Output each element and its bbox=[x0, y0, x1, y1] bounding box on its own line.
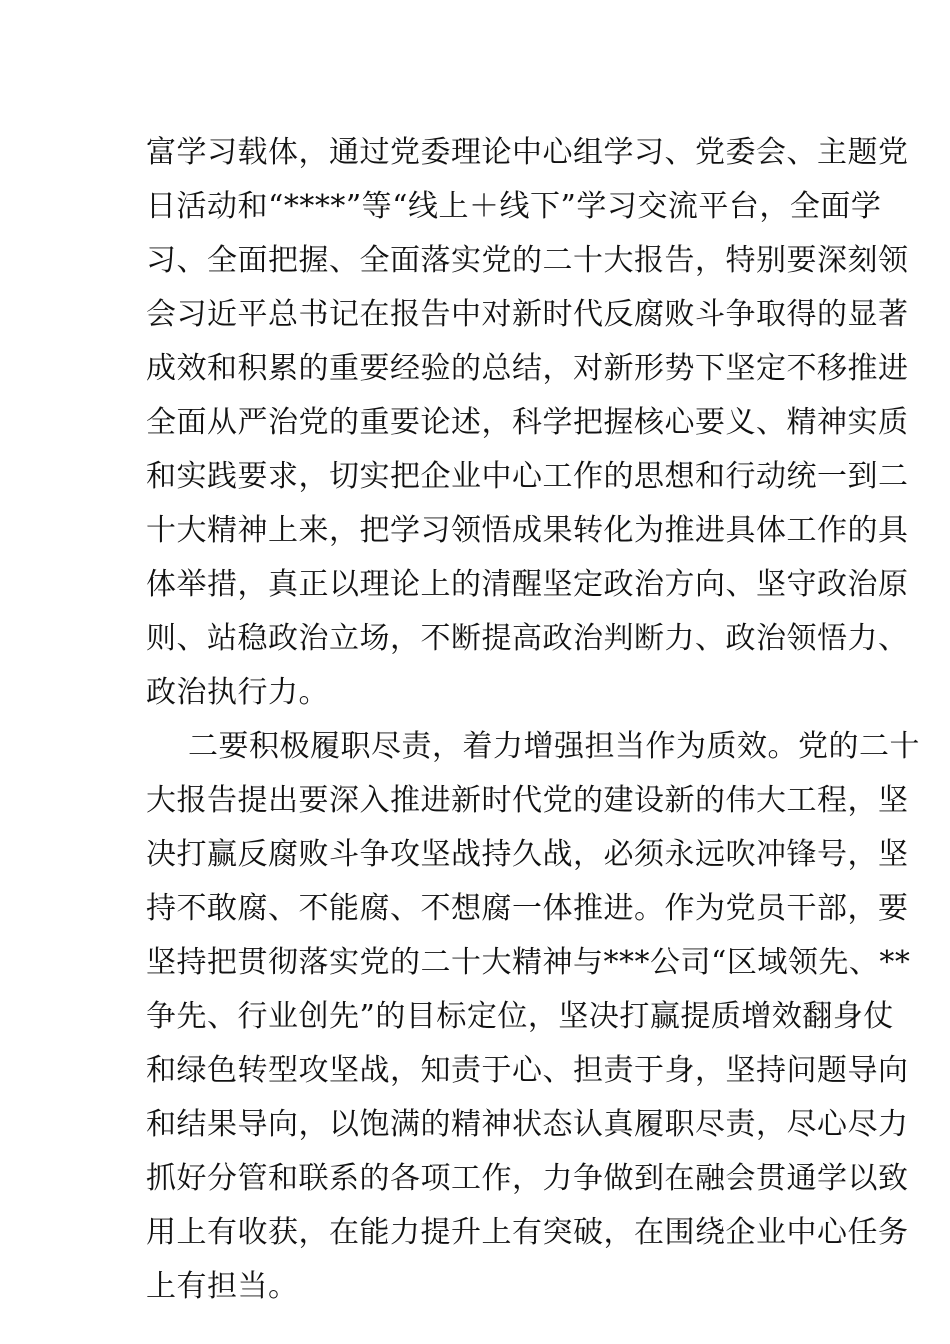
text-line: 上有担当。 bbox=[146, 1269, 299, 1304]
text-line-indented: 二要积极履职尽责，着力增强担当作为质效。党的二十 bbox=[188, 729, 920, 764]
text-line: 政治执行力。 bbox=[146, 675, 329, 710]
text-line: 会习近平总书记在报告中对新时代反腐败斗争取得的显著 bbox=[146, 297, 909, 332]
text-line: 则、站稳政治立场，不断提高政治判断力、政治领悟力、 bbox=[146, 621, 909, 656]
text-line: 习、全面把握、全面落实党的二十大报告，特别要深刻领 bbox=[146, 243, 909, 278]
text-line: 体举措，真正以理论上的清醒坚定政治方向、坚守政治原 bbox=[146, 567, 909, 602]
text-line: 和绿色转型攻坚战，知责于心、担责于身，坚持问题导向 bbox=[146, 1053, 909, 1088]
paragraph-2 bbox=[146, 720, 920, 1314]
text-line: 坚持把贯彻落实党的二十大精神与***公司“区域领先、** bbox=[146, 945, 911, 980]
document-body bbox=[146, 126, 920, 1314]
text-line: 全面从严治党的重要论述，科学把握核心要义、精神实质 bbox=[146, 405, 909, 440]
text-line: 富学习载体，通过党委理论中心组学习、党委会、主题党 bbox=[146, 135, 909, 170]
text-line: 决打赢反腐败斗争攻坚战持久战，必须永远吹冲锋号，坚 bbox=[146, 837, 909, 872]
text-line: 抓好分管和联系的各项工作，力争做到在融会贯通学以致 bbox=[146, 1161, 909, 1196]
paragraph-1 bbox=[146, 126, 909, 720]
text-line: 持不敢腐、不能腐、不想腐一体推进。作为党员干部，要 bbox=[146, 891, 909, 926]
text-line: 日活动和“****”等“线上＋线下”学习交流平台，全面学 bbox=[146, 189, 882, 224]
text-line: 争先、行业创先”的目标定位，坚决打赢提质增效翻身仗 bbox=[146, 999, 894, 1034]
text-line: 和结果导向，以饱满的精神状态认真履职尽责，尽心尽力 bbox=[146, 1107, 909, 1142]
text-line: 十大精神上来，把学习领悟成果转化为推进具体工作的具 bbox=[146, 513, 909, 548]
text-line: 用上有收获，在能力提升上有突破，在围绕企业中心任务 bbox=[146, 1215, 909, 1250]
text-line: 成效和积累的重要经验的总结，对新形势下坚定不移推进 bbox=[146, 351, 909, 386]
text-line: 大报告提出要深入推进新时代党的建设新的伟大工程，坚 bbox=[146, 783, 909, 818]
text-line: 和实践要求，切实把企业中心工作的思想和行动统一到二 bbox=[146, 459, 909, 494]
